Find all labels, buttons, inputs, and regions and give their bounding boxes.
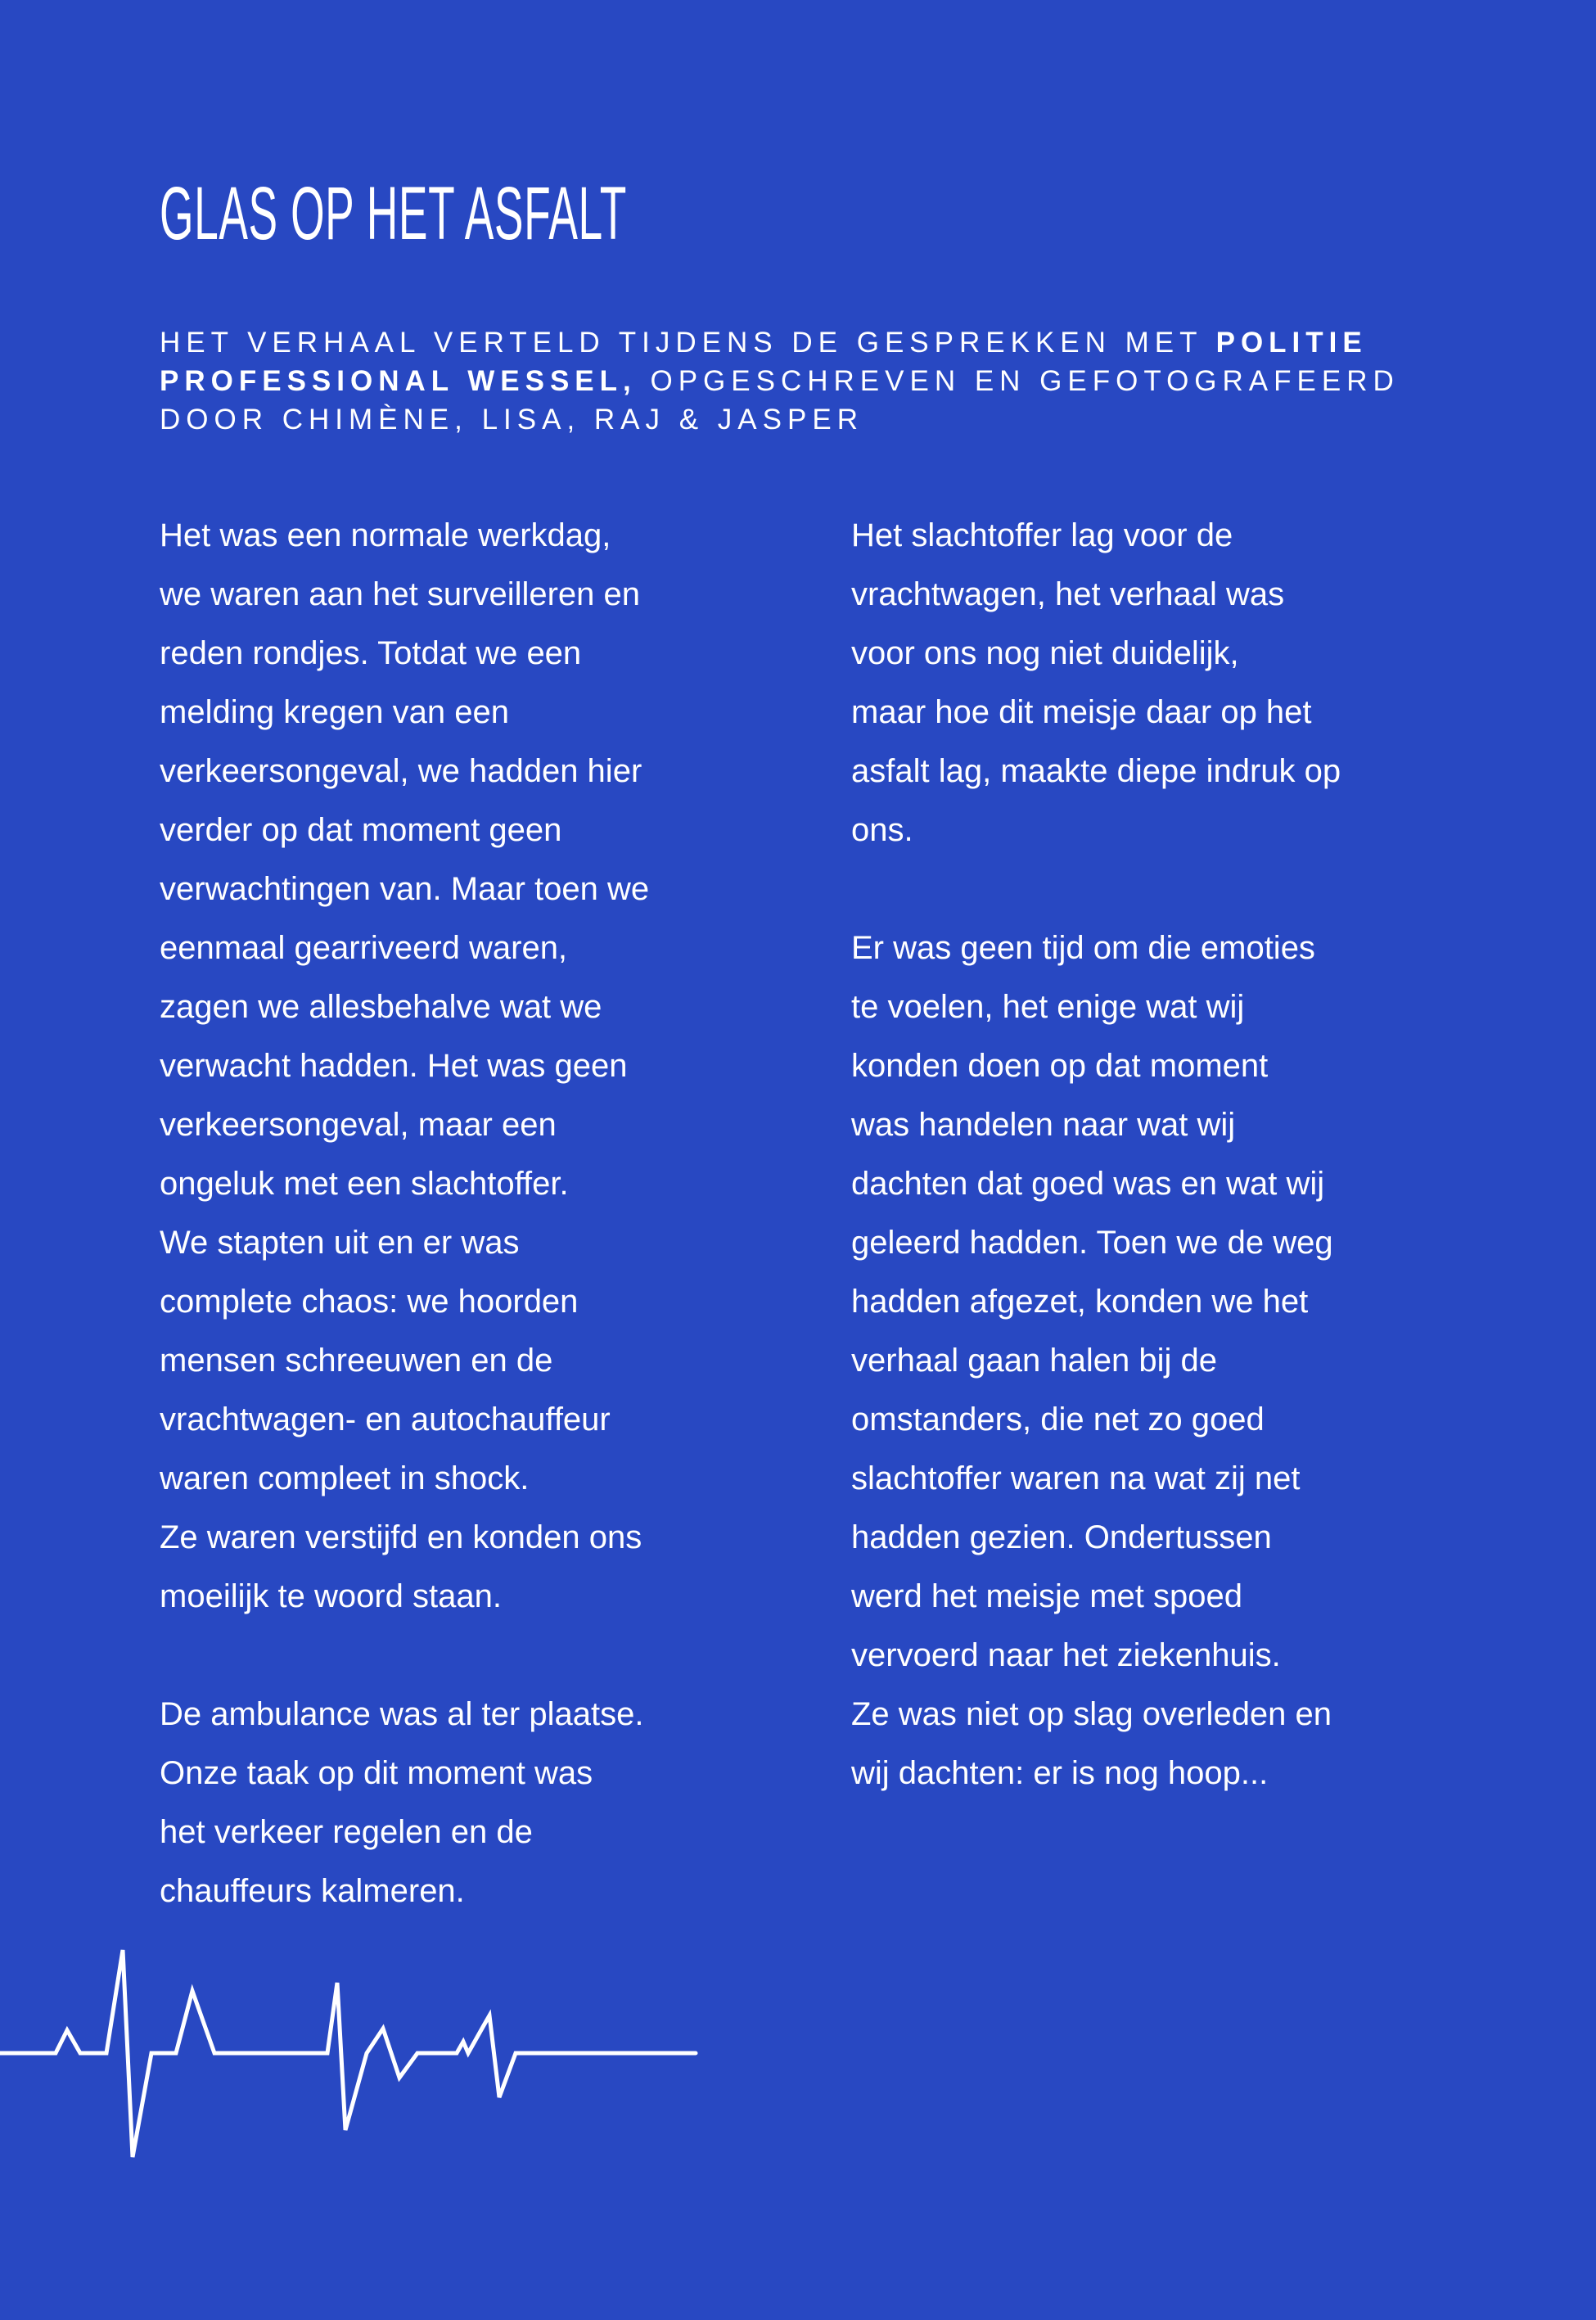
text-line: ons. [851, 812, 913, 848]
paragraph-gap [851, 860, 1457, 919]
text-line: dachten dat goed was en wat wij [851, 1166, 1325, 1202]
text-line: omstanders, die net zo goed [851, 1401, 1265, 1438]
text-line: maar hoe dit meisje daar op het [851, 694, 1312, 730]
right-paragraph-2 [851, 919, 1457, 1803]
text-line: Het slachtoffer lag voor de [851, 517, 1233, 553]
left-paragraph-2 [160, 1685, 765, 1921]
text-line: verder op dat moment geen [160, 812, 562, 848]
text-line: De ambulance was al ter plaatse. [160, 1696, 644, 1732]
subtitle-credits: OPGESCHREVEN EN GEFOTOGRAFEERD DOOR CHIMÈNE, LISA, RAJ & JASPER [160, 365, 1400, 436]
text-line: het verkeer regelen en de [160, 1814, 533, 1850]
text-line: te voelen, het enige wat wij [851, 989, 1245, 1025]
text-line: Ze waren verstijfd en konden ons [160, 1519, 642, 1555]
text-line: vrachtwagen- en autochauffeur [160, 1401, 611, 1438]
left-paragraph-1 [160, 506, 765, 1626]
subtitle-intro: HET VERHAAL VERTELD TIJDENS DE GESPREKKEN MET [160, 327, 1216, 359]
text-line: verwachtingen van. Maar toen we [160, 871, 650, 907]
text-line: eenmaal gearriveerd waren, [160, 930, 568, 966]
text-line: waren compleet in shock. [160, 1460, 530, 1496]
text-line: werd het meisje met spoed [851, 1578, 1243, 1614]
text-line: chauffeurs kalmeren. [160, 1873, 465, 1909]
text-line: vrachtwagen, het verhaal was [851, 576, 1285, 612]
text-line: reden rondjes. Totdat we een [160, 635, 582, 671]
text-line: verwacht hadden. Het was geen [160, 1048, 628, 1084]
text-line: vervoerd naar het ziekenhuis. [851, 1637, 1281, 1673]
text-line: Er was geen tijd om die emoties [851, 930, 1315, 966]
text-line: konden doen op dat moment [851, 1048, 1269, 1084]
left-column [160, 506, 765, 1921]
text-line: zagen we allesbehalve wat we [160, 989, 602, 1025]
text-line: geleerd hadden. Toen we de weg [851, 1225, 1333, 1261]
right-column [851, 506, 1457, 1803]
right-paragraph-1 [851, 506, 1457, 860]
text-line: ongeluk met een slachtoffer. [160, 1166, 569, 1202]
text-line: hadden gezien. Ondertussen [851, 1519, 1272, 1555]
text-line: hadden afgezet, konden we het [851, 1284, 1309, 1320]
page-title: GLAS OP HET ASFALT [160, 172, 627, 255]
text-line: was handelen naar wat wij [851, 1107, 1236, 1143]
text-line: wij dachten: er is nog hoop... [851, 1755, 1269, 1791]
text-line: complete chaos: we hoorden [160, 1284, 579, 1320]
text-line: mensen schreeuwen en de [160, 1343, 553, 1379]
text-line: verhaal gaan halen bij de [851, 1343, 1218, 1379]
subtitle [160, 323, 1469, 439]
text-line: Onze taak op dit moment was [160, 1755, 593, 1791]
text-line: Het was een normale werkdag, [160, 517, 611, 553]
text-line: we waren aan het surveilleren en [160, 576, 641, 612]
paragraph-gap [160, 1626, 765, 1685]
text-line: slachtoffer waren na wat zij net [851, 1460, 1301, 1496]
heartbeat-line-icon [0, 1940, 704, 2169]
text-line: moeilijk te woord staan. [160, 1578, 502, 1614]
text-line: asfalt lag, maakte diepe indruk op [851, 753, 1341, 789]
text-line: verkeersongeval, maar een [160, 1107, 557, 1143]
text-line: verkeersongeval, we hadden hier [160, 753, 642, 789]
text-line: voor ons nog niet duidelijk, [851, 635, 1239, 671]
text-line: Ze was niet op slag overleden en [851, 1696, 1332, 1732]
text-line: We stapten uit en er was [160, 1225, 520, 1261]
text-line: melding kregen van een [160, 694, 509, 730]
subtitle-highlight: POLITIE PROFESSIONAL WESSEL, [160, 327, 1368, 397]
